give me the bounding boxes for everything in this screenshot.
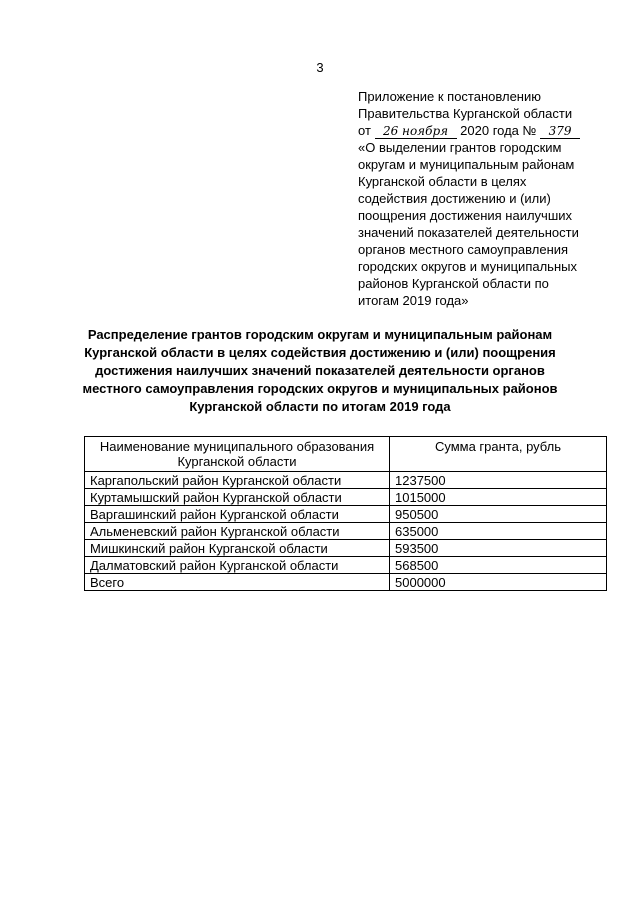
appendix-line: Курганской области в целях xyxy=(358,174,527,189)
appendix-line: значений показателей деятельности xyxy=(358,225,579,240)
appendix-line: «О выделении грантов городским xyxy=(358,140,562,155)
handwritten-number: 379 xyxy=(540,125,580,139)
title-line: Курганской области в целях содействия достижению и (или) поощрения xyxy=(84,345,556,360)
row-name: Мишкинский район Курганской области xyxy=(85,540,390,557)
appendix-line: округам и муниципальным районам xyxy=(358,157,575,172)
appendix-year: 2020 года № xyxy=(460,123,537,138)
appendix-line: итогам 2019 года» xyxy=(358,293,469,308)
header-name xyxy=(85,437,390,472)
row-name: Альменевский район Курганской области xyxy=(85,523,390,540)
row-sum: 5000000 xyxy=(390,574,607,591)
table-row xyxy=(85,523,607,540)
row-sum: 568500 xyxy=(390,557,607,574)
header-name-line: Наименование муниципального образования xyxy=(99,439,375,454)
document-title xyxy=(70,326,570,416)
table-row-total xyxy=(85,574,607,591)
row-name: Далматовский район Курганской области xyxy=(85,557,390,574)
row-name: Каргапольский район Курганской области xyxy=(85,472,390,489)
title-line: местного самоуправления городских округов и муниципальных районов xyxy=(82,381,558,396)
title-line: достижения наилучших значений показателей деятельности органов xyxy=(95,363,545,378)
appendix-line: содействия достижению и (или) xyxy=(358,191,551,206)
table-row xyxy=(85,472,607,489)
row-sum: 635000 xyxy=(390,523,607,540)
appendix-line: городских округов и муниципальных xyxy=(358,259,577,274)
table-row xyxy=(85,540,607,557)
page-number: 3 xyxy=(316,60,324,75)
row-name: Всего xyxy=(85,574,390,591)
appendix-line: Правительства Курганской области xyxy=(358,106,573,121)
grants-table xyxy=(84,436,607,591)
appendix-line: районов Курганской области по xyxy=(358,276,549,291)
title-line: Распределение грантов городским округам и муниципальным районам xyxy=(87,327,553,342)
header-sum: Сумма гранта, рубль xyxy=(390,437,607,472)
header-name-line: Курганской области xyxy=(177,454,297,469)
row-sum: 1237500 xyxy=(390,472,607,489)
appendix-line: органов местного самоуправления xyxy=(358,242,569,257)
appendix-from: от xyxy=(358,123,371,138)
table-row xyxy=(85,557,607,574)
appendix-date-line xyxy=(358,122,608,139)
row-sum: 593500 xyxy=(390,540,607,557)
appendix-block xyxy=(358,88,608,309)
appendix-line: Приложение к постановлению xyxy=(358,89,541,104)
handwritten-date: 26 ноября xyxy=(375,125,457,139)
table-row xyxy=(85,506,607,523)
table-header-row xyxy=(85,437,607,472)
row-name: Куртамышский район Курганской области xyxy=(85,489,390,506)
row-sum: 1015000 xyxy=(390,489,607,506)
row-name: Варгашинский район Курганской области xyxy=(85,506,390,523)
row-sum: 950500 xyxy=(390,506,607,523)
table-row xyxy=(85,489,607,506)
title-line: Курганской области по итогам 2019 года xyxy=(189,399,451,414)
appendix-line: поощрения достижения наилучших xyxy=(358,208,573,223)
